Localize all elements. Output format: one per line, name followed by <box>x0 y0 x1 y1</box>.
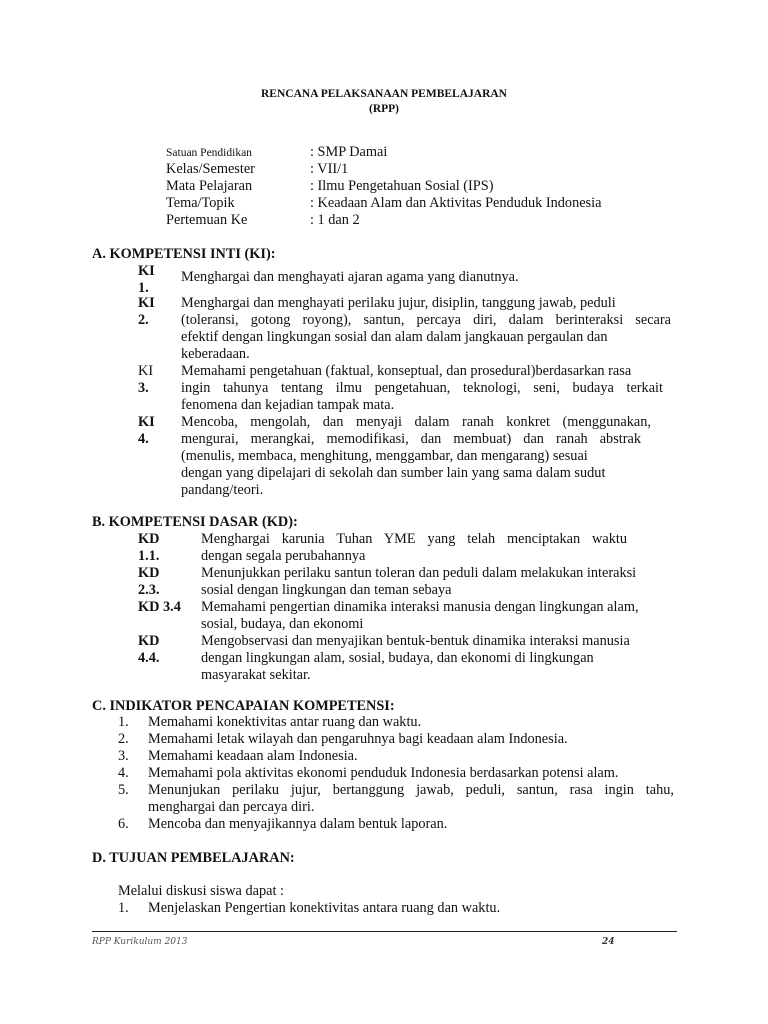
list-item: Menunjukan perilaku jujur, bertanggung jawab, peduli, santun, rasa ingin tahu, <box>148 782 674 798</box>
ki-code: KI <box>138 295 155 311</box>
ki-text-line: dengan yang dipelajari di sekolah dan sumber lain yang sama dalam sudut <box>181 465 606 481</box>
identity-label: Satuan Pendidikan <box>166 147 252 159</box>
kd-text-line: sosial, budaya, dan ekonomi <box>201 616 364 632</box>
list-item: Menjelaskan Pengertian konektivitas antara ruang dan waktu. <box>148 900 501 916</box>
kd-number: 1.1. <box>138 548 160 564</box>
ki-text-line: efektif dengan lingkungan sosial dan alam dalam jangkauan pergaulan dan <box>181 329 608 345</box>
tujuan-intro: Melalui diskusi siswa dapat : <box>118 883 284 899</box>
kd-text-line: masyarakat sekitar. <box>201 667 311 683</box>
footer-label: RPP Kurikulum 2013 <box>92 937 188 947</box>
ki-text-line: Memahami pengetahuan (faktual, konseptual, dan prosedural)berdasarkan rasa <box>181 363 632 379</box>
section-a-heading: A. KOMPETENSI INTI (KI): <box>92 246 276 262</box>
identity-label: Pertemuan Ke <box>166 212 248 228</box>
identity-label: Kelas/Semester <box>166 161 255 177</box>
identity-value: : Keadaan Alam dan Aktivitas Penduduk Indonesia <box>310 195 602 211</box>
identity-value: : SMP Damai <box>310 144 388 160</box>
ki-text-line: keberadaan. <box>181 346 250 362</box>
ki-text-line: mengurai, merangkai, memodifikasi, dan membuat) dan ranah abstrak <box>181 431 641 447</box>
list-number: 4. <box>118 765 129 781</box>
list-number: 6. <box>118 816 129 832</box>
kd-code: KD <box>138 565 160 581</box>
kd-text-line: sosial dengan lingkungan dan teman sebaya <box>201 582 452 598</box>
ki-text-line: fenomena dan kejadian tampak mata. <box>181 397 395 413</box>
ki-number: 2. <box>138 312 149 328</box>
identity-label: Mata Pelajaran <box>166 178 253 194</box>
list-item: menghargai dan percaya diri. <box>148 799 315 815</box>
ki-text-line: Menghargai dan menghayati perilaku jujur, disiplin, tanggung jawab, peduli <box>181 295 616 311</box>
identity-label: Tema/Topik <box>166 195 235 211</box>
list-item: Memahami letak wilayah dan pengaruhnya bagi keadaan alam Indonesia. <box>148 731 568 747</box>
ki-number: 3. <box>138 380 149 396</box>
kd-number: 4.4. <box>138 650 160 666</box>
identity-value: : VII/1 <box>310 161 349 177</box>
identity-value: : 1 dan 2 <box>310 212 360 228</box>
list-item: Memahami pola aktivitas ekonomi penduduk Indonesia berdasarkan potensi alam. <box>148 765 619 781</box>
list-number: 1. <box>118 900 129 916</box>
list-number: 1. <box>118 714 129 730</box>
kd-code: KD <box>138 531 160 547</box>
ki-text-line: Menghargai dan menghayati ajaran agama yang dianutnya. <box>181 269 519 285</box>
kd-text-line: Menunjukkan perilaku santun toleran dan peduli dalam melakukan interaksi <box>201 565 637 581</box>
kd-text-line: dengan segala perubahannya <box>201 548 366 564</box>
ki-text-line: (toleransi, gotong royong), santun, percaya diri, dalam berinteraksi secara <box>181 312 671 328</box>
ki-number: 4. <box>138 431 149 447</box>
ki-code: KI <box>138 263 155 279</box>
kd-text-line: Menghargai karunia Tuhan YME yang telah menciptakan waktu <box>201 531 627 547</box>
ki-text-line: Mencoba, mengolah, dan menyaji dalam ranah konkret (menggunakan, <box>181 414 651 430</box>
kd-text-line: dengan lingkungan alam, sosial, budaya, dan ekonomi di lingkungan <box>201 650 594 666</box>
list-item: Mencoba dan menyajikannya dalam bentuk laporan. <box>148 816 448 832</box>
section-d-heading: D. TUJUAN PEMBELAJARAN: <box>92 850 295 866</box>
footer-rule <box>92 931 677 932</box>
list-item: Memahami konektivitas antar ruang dan waktu. <box>148 714 422 730</box>
section-b-heading: B. KOMPETENSI DASAR (KD): <box>92 514 298 530</box>
document-subtitle: (RPP) <box>368 103 399 115</box>
kd-number: 2.3. <box>138 582 160 598</box>
kd-code: KD 3.4 <box>138 599 181 615</box>
page-number: 24 <box>602 937 615 947</box>
ki-code: KI <box>138 363 154 379</box>
section-c-heading: C. INDIKATOR PENCAPAIAN KOMPETENSI: <box>92 698 395 714</box>
ki-number: 1. <box>138 280 149 296</box>
ki-code: KI <box>138 414 155 430</box>
list-number: 3. <box>118 748 129 764</box>
kd-text-line: Mengobservasi dan menyajikan bentuk-bentuk dinamika interaksi manusia <box>201 633 630 649</box>
list-number: 5. <box>118 782 129 798</box>
identity-value: : Ilmu Pengetahuan Sosial (IPS) <box>310 178 494 194</box>
document-title: RENCANA PELAKSANAAN PEMBELAJARAN <box>261 88 507 100</box>
list-number: 2. <box>118 731 129 747</box>
ki-text-line: ingin tahunya tentang ilmu pengetahuan, teknologi, seni, budaya terkait <box>181 380 663 396</box>
list-item: Memahami keadaan alam Indonesia. <box>148 748 358 764</box>
ki-text-line: (menulis, membaca, menghitung, menggambar, dan mengarang) sesuai <box>181 448 588 464</box>
ki-text-line: pandang/teori. <box>181 482 264 498</box>
kd-code: KD <box>138 633 160 649</box>
kd-text-line: Memahami pengertian dinamika interaksi manusia dengan lingkungan alam, <box>201 599 639 615</box>
